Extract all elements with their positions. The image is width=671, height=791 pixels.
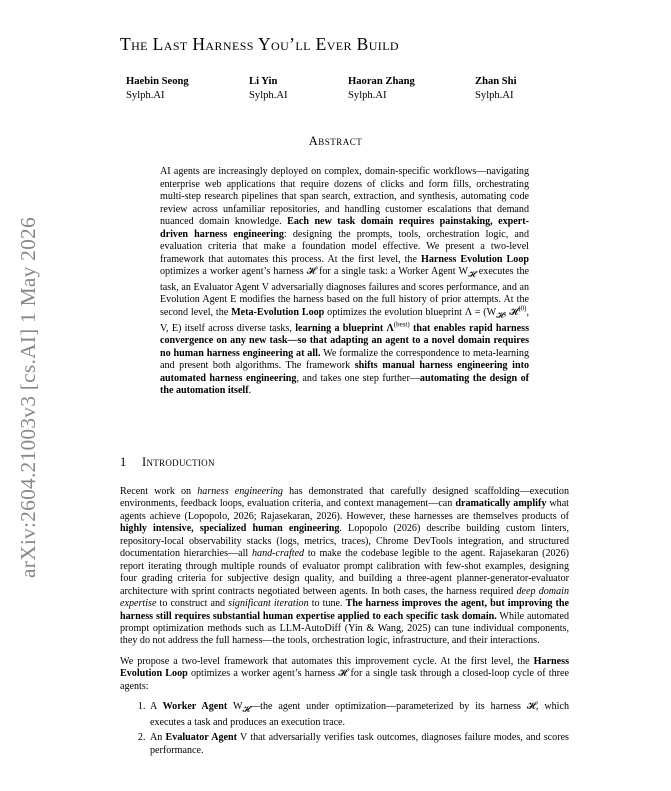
emphasis-bold: Harness Evolution Loop (120, 655, 569, 680)
body-text: to construct and (156, 598, 229, 610)
author-name: Zhan Shi (475, 76, 517, 87)
body-text: what agents achieve (Lopopolo, 2026; Rajasekaran, 2026). However, these harnesses are themselves products of (120, 498, 569, 522)
math-superscript: (best) (393, 320, 410, 329)
author-name: Li Yin (249, 76, 278, 87)
body-text: —the agent under optimization—parameterized by its harness 𝓗, which executes a task and produces an execution trace. (150, 701, 569, 728)
abstract-body (160, 166, 529, 398)
abstract-heading: Abstract (308, 134, 363, 148)
author-block (249, 75, 288, 102)
emphasis-bold: Evaluator Agent (165, 732, 237, 744)
abstract-text: . (248, 385, 252, 397)
abstract-emphasis: Meta-Evolution Loop (231, 307, 325, 319)
emphasis-italic: hand-crafted (251, 548, 305, 560)
paragraph (120, 486, 569, 648)
body-text: . Lopopolo (2026) describe building custom linters, repository-local observability stacks (logs, metrics, traces), Chrome DevTools integration, and structured documentation hierarchies—all (120, 523, 570, 560)
body-text: to tune. (308, 598, 346, 610)
abstract-text: : designing the prompts, tools, orchestration logic, and evaluation criteria that make a foundation model effective. We present a two-level framework that automates this process. At the first level, the (160, 228, 530, 265)
abstract-emphasis: Each new task domain requires painstaking, expert-driven harness engineering (160, 216, 529, 240)
body-text: We propose a two-level framework that automates this improvement cycle. At the first level, the (120, 655, 534, 667)
emphasis-italic: harness engineering (197, 486, 283, 497)
body-text: Recent work on (120, 486, 198, 497)
author-affiliation: Sylph.AI (249, 89, 288, 101)
abstract-emphasis: automating the design of the automation itself (160, 372, 529, 397)
body-text: W (227, 701, 243, 713)
introduction-body (120, 486, 569, 760)
author-block (348, 75, 415, 102)
section-number: 1 (120, 455, 127, 469)
section-title: Introduction (142, 455, 215, 469)
body-text: V that adversarially verifies task outcomes, diagnoses failure modes, and scores performance. (150, 732, 569, 756)
author-name: Haoran Zhang (348, 76, 415, 87)
math-subscript: 𝓗 (242, 705, 251, 715)
emphasis-bold: Worker Agent (162, 701, 228, 713)
list-item: 1. A Worker Agent $W_𝓗—the$ agent under optimization—parameterized by its harness 𝓗, which executes a task and produces an execution trace. (148, 701, 569, 729)
author-affiliation: Sylph.AI (348, 89, 387, 101)
body-text: While automated prompt optimization methods such as LLM-AutoDiff (Yin & Wang, 2025) can tune individual components, they do not address the full harness—the tools, orchestration logic, infrastructure, and their interactions. (120, 610, 569, 647)
author-affiliation: Sylph.AI (126, 89, 165, 101)
emphasis-bold: dramatically amplify (455, 498, 547, 510)
abstract-emphasis: learning a blueprint Λ (295, 322, 394, 334)
arxiv-sidebar-stamp (14, 197, 42, 597)
abstract-text: optimizes the evolution blueprint Λ = (W (324, 307, 497, 319)
paper-title: The Last Harness You’ll Ever Build (120, 34, 400, 54)
abstract-text: , and takes one step further— (296, 372, 420, 384)
emphasis-bold: The harness improves the agent, but improving the harness still requires substantial human expertise applied to each specific task domain. (120, 598, 569, 622)
body-text: optimizes a worker agent’s harness 𝓗 for a single task through a closed-loop cycle of three agents: (120, 668, 569, 692)
author-name: Haebin Seong (126, 76, 189, 87)
author-block (126, 75, 189, 102)
emphasis-italic: deep domain expertise (120, 585, 569, 610)
abstract-text: optimizes a worker agent’s harness 𝓗 for a single task: a Worker Agent W (160, 266, 469, 278)
abstract-text: , 𝓗 (503, 307, 519, 319)
abstract-text: , V, E) itself across diverse tasks, (160, 307, 530, 334)
body-text: has demonstrated that carefully designed scaffolding—execution environments, feedback loops, evaluation criteria, and context management—can (120, 486, 569, 510)
abstract-text: executes the task, an Evaluator Agent V adversarially diagnoses failures and scores performance, and an Evolution Agent E modifies the harness based on the full history of prior attempts. At the second level, the (160, 266, 529, 319)
emphasis-bold: highly intensive, specialized human engineering (120, 523, 340, 535)
agent-list (120, 701, 569, 757)
math-subscript: 𝓗 (468, 270, 476, 280)
emphasis-italic: significant iteration (228, 598, 309, 610)
abstract-text: AI agents are increasingly deployed on complex, domain-specific workflows—navigating enterprise web applications that require dozens of clicks and form fills, orchestrating multi-step research pipelines that span search, extraction, and synthesis, automating code review across unfamiliar repositories, and handling customer escalations that demand nuanced domain knowledge. (160, 166, 529, 228)
author-affiliation: Sylph.AI (475, 89, 514, 101)
body-text: to make the codebase legible to the agent. Rajasekaran (2026) report iterating through multiple rounds of evaluator prompt calibration with few-shot examples, designing four grading criteria for subjective design quality, and building a three-agent planner-generator-evaluator architecture with sprint contracts negotiated between agents. In both cases, the harness required (120, 548, 569, 597)
math-superscript: (0) (518, 304, 527, 313)
arxiv-id: arXiv:2604.21003v3 [cs.AI] 1 May 2026 (15, 216, 40, 578)
author-block (475, 75, 517, 102)
section-heading (120, 455, 215, 470)
list-item: 2. An Evaluator Agent V that adversarially verifies task outcomes, diagnoses failure modes, and scores performance. (148, 732, 569, 757)
abstract-text: We formalize the correspondence to meta-learning and present both algorithms. The framework (160, 347, 529, 372)
abstract-emphasis: Harness Evolution Loop (421, 253, 529, 265)
math-subscript: 𝓗 (496, 311, 504, 321)
paragraph (120, 656, 569, 693)
abstract-emphasis: shifts manual harness engineering into automated harness engineering (160, 360, 529, 384)
abstract-emphasis: that enables rapid harness convergence on any new task—so that adapting an agent to a novel domain requires no human harness engineering at all. (160, 322, 529, 359)
